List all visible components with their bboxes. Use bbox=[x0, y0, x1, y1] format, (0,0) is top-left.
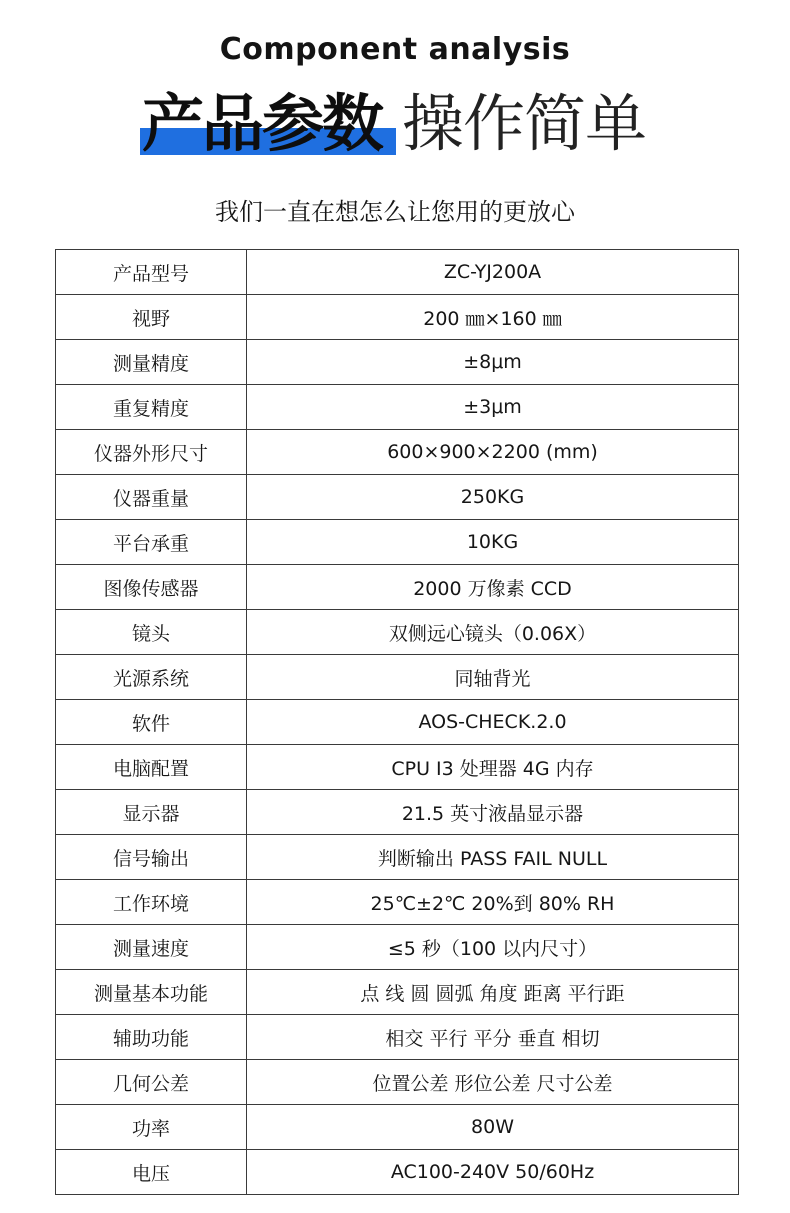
spec-value: 10KG bbox=[247, 520, 739, 565]
spec-label: 功率 bbox=[56, 1105, 247, 1150]
headline bbox=[140, 84, 700, 164]
table-row bbox=[56, 1015, 739, 1060]
spec-value: 21.5 英寸液晶显示器 bbox=[247, 790, 739, 835]
spec-value: 25℃±2℃ 20%到 80% RH bbox=[247, 880, 739, 925]
subtitle: 我们一直在想怎么让您用的更放心 bbox=[215, 198, 575, 226]
spec-label: 平台承重 bbox=[56, 520, 247, 565]
spec-label: 几何公差 bbox=[56, 1060, 247, 1105]
spec-label: 镜头 bbox=[56, 610, 247, 655]
table-row bbox=[56, 880, 739, 925]
table-row bbox=[56, 970, 739, 1015]
spec-label: 软件 bbox=[56, 700, 247, 745]
spec-value: 点 线 圆 圆弧 角度 距离 平行距 bbox=[247, 970, 739, 1015]
spec-label: 显示器 bbox=[56, 790, 247, 835]
headline-strong-text: 产品参数 bbox=[142, 87, 383, 160]
spec-value: 判断输出 PASS FAIL NULL bbox=[247, 835, 739, 880]
spec-value: 2000 万像素 CCD bbox=[247, 565, 739, 610]
spec-label: 电脑配置 bbox=[56, 745, 247, 790]
spec-value: CPU I3 处理器 4G 内存 bbox=[247, 745, 739, 790]
spec-value: ±3μm bbox=[247, 385, 739, 430]
table-row bbox=[56, 610, 739, 655]
table-row bbox=[56, 295, 739, 340]
table-row bbox=[56, 475, 739, 520]
table-row bbox=[56, 250, 739, 295]
spec-value: 相交 平行 平分 垂直 相切 bbox=[247, 1015, 739, 1060]
table-row bbox=[56, 340, 739, 385]
spec-label: 仪器外形尺寸 bbox=[56, 430, 247, 475]
spec-value: 双侧远心镜头（0.06X） bbox=[247, 610, 739, 655]
spec-label: 测量基本功能 bbox=[56, 970, 247, 1015]
table-row bbox=[56, 700, 739, 745]
spec-label: 工作环境 bbox=[56, 880, 247, 925]
spec-value: 位置公差 形位公差 尺寸公差 bbox=[247, 1060, 739, 1105]
spec-value: 80W bbox=[247, 1105, 739, 1150]
spec-table-body bbox=[56, 250, 739, 1195]
spec-label: 信号输出 bbox=[56, 835, 247, 880]
table-row bbox=[56, 745, 739, 790]
spec-value: 600×900×2200 (mm) bbox=[247, 430, 739, 475]
table-row bbox=[56, 1105, 739, 1150]
spec-label: 辅助功能 bbox=[56, 1015, 247, 1060]
spec-label: 图像传感器 bbox=[56, 565, 247, 610]
headline-light-text: 操作简单 bbox=[402, 87, 647, 160]
spec-label: 光源系统 bbox=[56, 655, 247, 700]
spec-value: 200 ㎜×160 ㎜ bbox=[247, 295, 739, 340]
table-row bbox=[56, 925, 739, 970]
table-row bbox=[56, 790, 739, 835]
table-row bbox=[56, 1150, 739, 1195]
spec-value: ≤5 秒（100 以内尺寸） bbox=[247, 925, 739, 970]
spec-value: AOS-CHECK.2.0 bbox=[247, 700, 739, 745]
spec-label: 视野 bbox=[56, 295, 247, 340]
spec-value: AC100-240V 50/60Hz bbox=[247, 1150, 739, 1195]
spec-label: 重复精度 bbox=[56, 385, 247, 430]
spec-label: 电压 bbox=[56, 1150, 247, 1195]
table-row bbox=[56, 430, 739, 475]
spec-value: ±8μm bbox=[247, 340, 739, 385]
spec-label: 测量速度 bbox=[56, 925, 247, 970]
spec-table bbox=[55, 249, 739, 1195]
spec-label: 测量精度 bbox=[56, 340, 247, 385]
table-row bbox=[56, 655, 739, 700]
table-row bbox=[56, 385, 739, 430]
spec-value: ZC-YJ200A bbox=[247, 250, 739, 295]
table-row bbox=[56, 565, 739, 610]
section-title-english: Component analysis bbox=[219, 32, 571, 67]
spec-value: 250KG bbox=[247, 475, 739, 520]
table-row bbox=[56, 1060, 739, 1105]
table-row bbox=[56, 835, 739, 880]
spec-label: 产品型号 bbox=[56, 250, 247, 295]
spec-label: 仪器重量 bbox=[56, 475, 247, 520]
table-row bbox=[56, 520, 739, 565]
spec-value: 同轴背光 bbox=[247, 655, 739, 700]
